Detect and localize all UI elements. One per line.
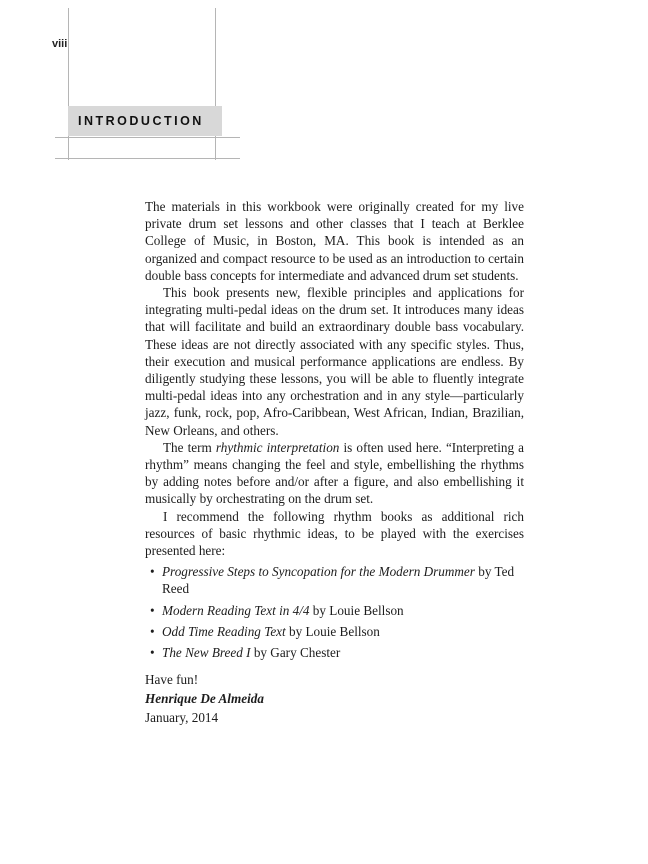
book-title: The New Breed I: [162, 645, 251, 661]
section-heading-box: [68, 106, 222, 136]
book-title: Odd Time Reading Text: [162, 623, 286, 639]
closing-line: Have fun!: [145, 672, 199, 688]
list-item: [145, 644, 524, 661]
book-title: Progressive Steps to Syncopation for the Modern Drummer: [162, 564, 475, 580]
recommended-books-list: [145, 563, 524, 661]
term-rhythmic-interpretation: rhythmic interpretation: [215, 439, 340, 455]
author-signature: Henrique De Almeida: [145, 690, 264, 706]
closing-block: [145, 671, 524, 726]
paragraph-1: The materials in this workbook were originally created for my live private drum set lessons and other classes that I teach at Berklee College of Music, in Boston, MA. This book is intended as an organized and compact resource to be used as an introduction to certain double bass concepts for intermediate and advanced drum set students.: [145, 199, 524, 283]
paragraph-2: This book presents new, flexible principles and applications for integrating multi-pedal ideas on the drum set. It introduces many ideas that will facilitate and build an extraordinary double bass vocabulary. These ideas are not directly associated with any specific styles. Thus, their execution and musical performance applications are endless. By diligently studying these lessons, you will be able to fluently integrate multi-pedal ideas into any orchestration and in any style—particularly jazz, funk, rock, pop, Afro-Caribbean, West African, Indian, Brazilian, New Orleans, and others.: [145, 285, 524, 438]
list-item: [145, 602, 524, 619]
book-author: by Ted Reed: [162, 564, 515, 597]
grid-line-horizontal-upper: [55, 137, 240, 138]
book-author: by Louie Bellson: [309, 602, 404, 618]
section-heading: INTRODUCTION: [78, 114, 204, 128]
paragraph-3-rest: is often used here. “Interpreting a rhythm” means changing the feel and style, embellishing the rhythms by adding notes before and/or after a figure, and also embellishing it musically by orchestrating on the drum set.: [145, 439, 524, 507]
list-item: [145, 623, 524, 640]
grid-line-horizontal-lower: [55, 158, 240, 159]
book-author: by Louie Bellson: [285, 623, 380, 639]
paragraph-3-lead: The term: [163, 439, 216, 455]
book-author: by Gary Chester: [250, 645, 341, 661]
date-line: January, 2014: [145, 709, 219, 725]
body-text: [145, 198, 524, 727]
paragraph-3: [145, 439, 524, 508]
paragraph-4: I recommend the following rhythm books as additional rich resources of basic rhythmic ideas, to be played with the exercises presented here:: [145, 508, 524, 559]
page-number: viii: [52, 38, 68, 50]
book-title: Modern Reading Text in 4/4: [162, 602, 310, 618]
list-item: [145, 563, 524, 597]
